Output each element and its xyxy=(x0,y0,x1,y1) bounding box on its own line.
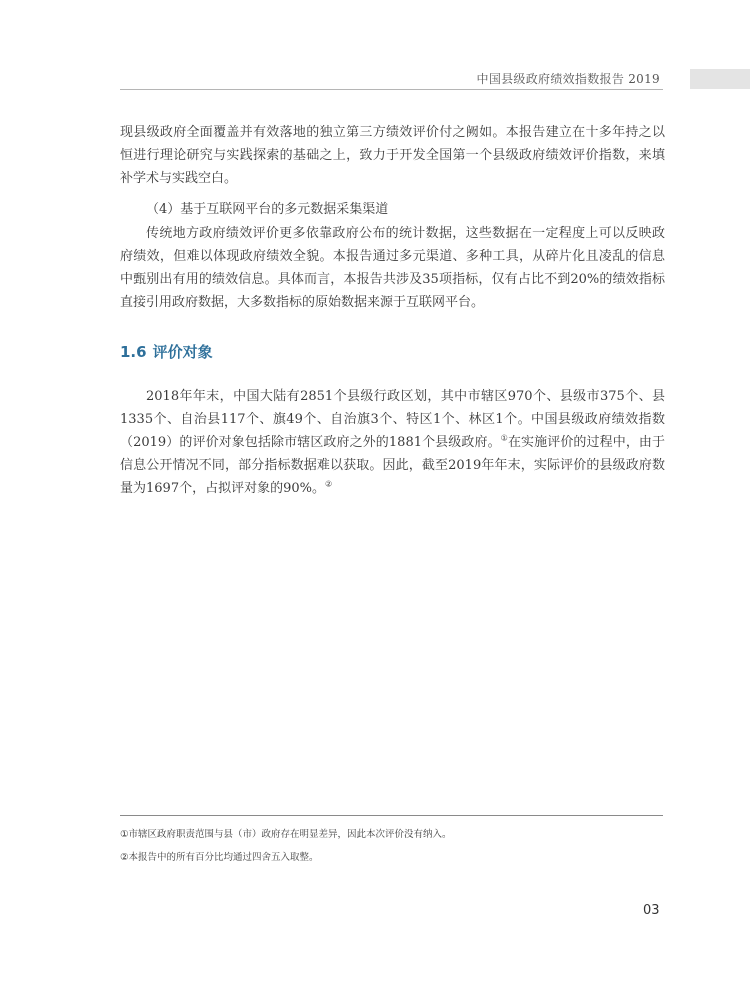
header-edge-tab xyxy=(690,69,750,89)
paragraph-2-text: 传统地方政府绩效评价更多依靠政府公布的统计数据，这些数据在一定程度上可以反映政府绩效，但难以体现政府绩效全貌。本报告通过多元渠道、多种工具，从碎片化且凌乱的信息中甄别出有用的绩效信息。具体而言，本报告共涉及35项指标，仅有占比不到20%的绩效指标直接引用政府数据，大多数指标的原始数据来源于互联网平台。 xyxy=(120,226,665,310)
paragraph-3-text xyxy=(120,385,665,500)
paragraph-3-part1: 2018年年末，中国大陆有2851个县级行政区划，其中市辖区970个、县级市375个、县1335个、自治县117个、旗49个、自治旗3个、特区1个、林区1个。中国县级政府绩效指数（2019）的评价对象包括除市辖区政府之外的1881个县级政府。 xyxy=(120,389,665,450)
subheading-4-text: （4）基于互联网平台的多元数据采集渠道 xyxy=(146,202,389,217)
section-title: 评价对象 xyxy=(152,343,213,361)
paragraph-2 xyxy=(120,222,665,314)
page-number: 03 xyxy=(643,903,660,918)
section-heading xyxy=(120,341,219,362)
paragraph-3-part2: 在实施评价的过程中，由于信息公开情况不同，部分指标数据难以获取。因此，截至2019年年末，实际评价的县级政府数量为1697个，占拟评对象的90%。 xyxy=(120,435,666,496)
footnote-ref-2[interactable]: ② xyxy=(324,479,333,489)
subheading-4 xyxy=(120,198,665,221)
running-header-title: 中国县级政府绩效指数报告 2019 xyxy=(476,72,660,86)
footnote-rule xyxy=(120,815,663,816)
section-number: 1.6 xyxy=(120,343,147,361)
footnote-2: ②本报告中的所有百分比均通过四舍五入取整。 xyxy=(120,852,319,863)
header-rule xyxy=(120,89,663,90)
paragraph-1: 现县级政府全面覆盖并有效落地的独立第三方绩效评价付之阙如。本报告建立在十多年持之以恒进行理论研究与实践探索的基础之上，致力于开发全国第一个县级政府绩效评价指数，来填补学术与实践空白。 xyxy=(120,125,665,186)
paragraph-3 xyxy=(120,385,665,500)
footnote-ref-1[interactable]: ① xyxy=(500,433,508,443)
footnote-1: ①市辖区政府职责范围与县（市）政府存在明显差异，因此本次评价没有纳入。 xyxy=(120,829,452,840)
